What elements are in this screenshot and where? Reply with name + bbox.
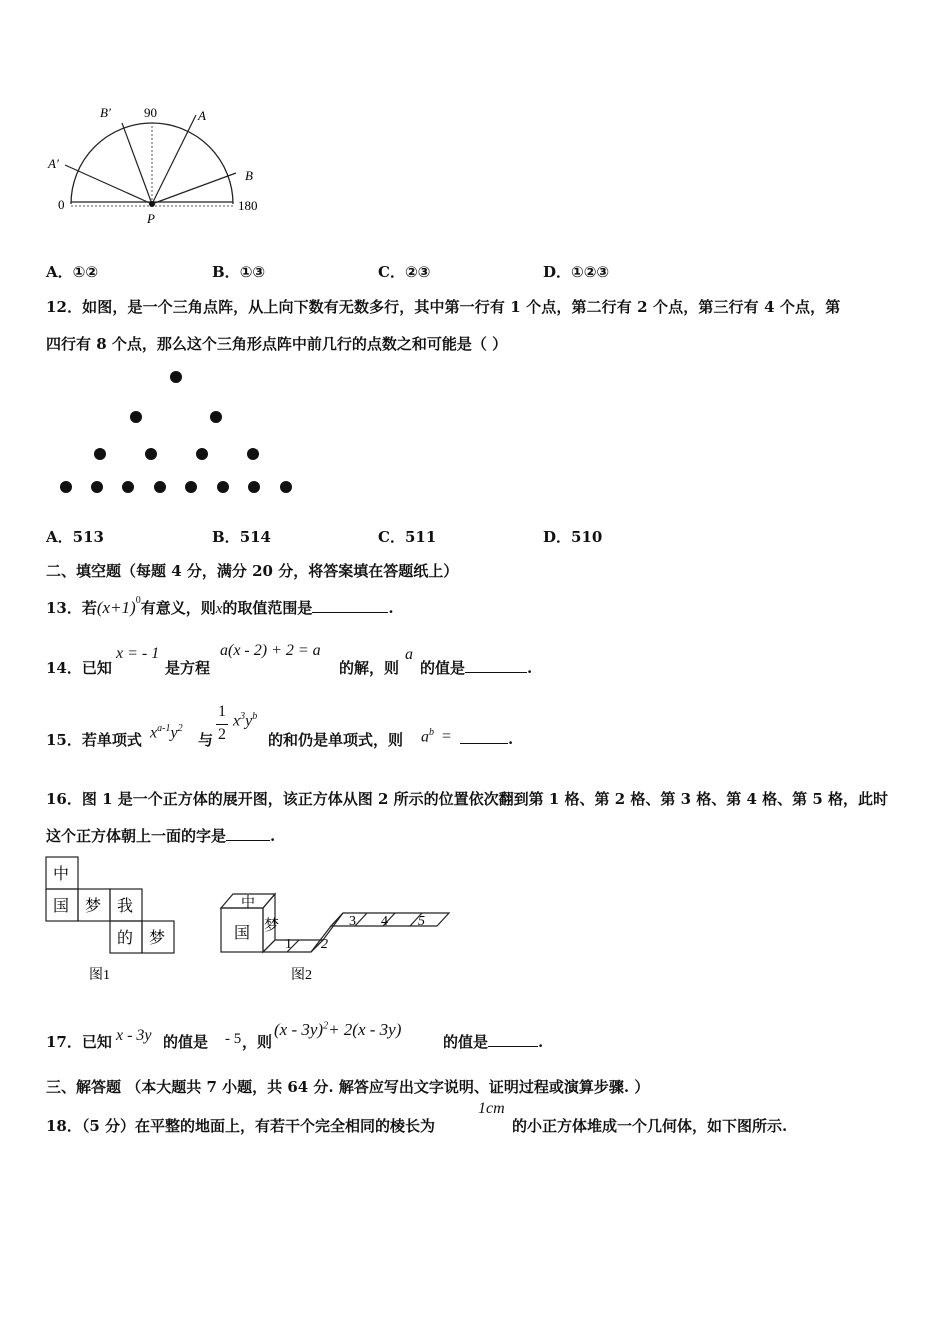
q17-expr-1: x - 3y xyxy=(116,1027,152,1044)
q11-option-c: C．②③ xyxy=(378,263,431,281)
q15-power: $a^b$ xyxy=(421,727,434,746)
answer-blank[interactable] xyxy=(488,1032,538,1047)
net-cell-wo: 我 xyxy=(117,898,134,915)
answer-blank[interactable] xyxy=(460,729,508,744)
q15-tail: . xyxy=(460,729,513,748)
dot xyxy=(145,448,157,460)
net-cell-zhong: 中 xyxy=(53,866,70,883)
q11-option-d: D．①②③ xyxy=(543,263,610,281)
dot xyxy=(94,448,106,460)
cube-top-zhong: 中 xyxy=(241,896,255,911)
q14-mid2: 的解，则 xyxy=(339,659,400,677)
dot xyxy=(91,481,103,493)
q12-option-b: B．514 xyxy=(212,528,271,546)
q14-tail: 的值是 . xyxy=(420,659,533,677)
q15-post: 的和仍是单项式，则 xyxy=(268,731,404,749)
cell-1: 1 xyxy=(285,937,292,952)
cell-3: 3 xyxy=(349,914,356,929)
dot xyxy=(185,481,197,493)
answer-blank[interactable] xyxy=(312,598,388,613)
dot xyxy=(130,411,142,423)
q15-eq: = xyxy=(442,728,452,745)
q14-label: 14．已知 xyxy=(46,659,112,677)
q12-option-c: C．511 xyxy=(378,528,437,546)
q16-text-line1: 16．图 1 是一个正方体的展开图，该正方体从图 2 所示的位置依次翻到第 1 格、第 2 格、第 3 格、第 4 格、第 5 格，此时 xyxy=(46,790,889,808)
q17-mid1: 的值是 xyxy=(163,1033,209,1051)
q15-monomial-1: $x^{a-1}y^2$ xyxy=(150,723,183,742)
label-p: P xyxy=(147,211,155,226)
q13: 13．若$(x+1)^0$有意义，则x的取值范围是 . xyxy=(46,595,394,617)
q14-expr-x: x = - 1 xyxy=(116,645,160,662)
q11-option-b: B．①③ xyxy=(212,263,266,281)
label-0: 0 xyxy=(58,197,65,212)
section3-heading: 三、解答题 （本大题共 7 小题，共 64 分. 解答应写出文字说明、证明过程或演算步骤. ） xyxy=(46,1078,650,1096)
dot xyxy=(154,481,166,493)
fig1-caption: 图1 xyxy=(89,968,110,983)
triangle-dot-array xyxy=(50,365,310,505)
ray-a-prime xyxy=(65,165,152,204)
q11-option-a: A．①② xyxy=(46,263,99,281)
dot xyxy=(170,371,182,383)
dot xyxy=(210,411,222,423)
q12-text-line2: 四行有 8 个点，那么这个三角形点阵中前几行的点数之和可能是（ ） xyxy=(46,335,508,353)
answer-blank[interactable] xyxy=(226,826,270,841)
q17-mid2: ，则 xyxy=(242,1033,273,1051)
label-180: 180 xyxy=(238,198,258,213)
q15-fraction-bar xyxy=(216,724,228,725)
q15-fraction-num: 1 xyxy=(218,703,226,720)
q14-mid1: 是方程 xyxy=(165,659,211,677)
label-a: A xyxy=(198,108,206,123)
dot xyxy=(196,448,208,460)
q17-expr-2: (x - 3y)$^2$+ 2(x - 3y) xyxy=(274,1020,402,1039)
net-cell-guo: 国 xyxy=(53,898,70,915)
fig2-caption: 图2 xyxy=(291,968,312,983)
q15-monomial-2: $x^3y^b$ xyxy=(233,711,258,730)
q15-fraction-den: 2 xyxy=(218,726,226,743)
q12-option-a: A．513 xyxy=(46,528,104,546)
net-cell-de: 的 xyxy=(117,930,134,947)
dot xyxy=(248,481,260,493)
label-b-prime: B′ xyxy=(100,105,111,120)
q17-value: - 5 xyxy=(225,1031,242,1047)
q17-tail: 的值是 . xyxy=(443,1033,544,1051)
q12-text-line1: 12．如图，是一个三角点阵，从上向下数有无数多行，其中第一行有 1 个点，第二行有 2 个点，第三行有 4 个点，第 xyxy=(46,298,841,316)
q18-unit: 1cm xyxy=(478,1100,505,1117)
label-b: B xyxy=(245,168,253,183)
section2-heading: 二、填空题（每题 4 分，满分 20 分，将答案填在答题纸上） xyxy=(46,562,459,580)
cell-5: 5 xyxy=(418,914,425,929)
net-cell-meng: 梦 xyxy=(85,898,102,915)
cube-roll-figure xyxy=(215,882,460,987)
q18-post: 的小正方体堆成一个几何体，如下图所示. xyxy=(512,1117,788,1135)
q14-var-a: a xyxy=(405,646,413,663)
cell-4: 4 xyxy=(381,914,388,929)
net-cell-meng2: 梦 xyxy=(149,930,166,947)
q15-label: 15．若单项式 xyxy=(46,731,142,749)
q15-mid: 与 xyxy=(198,731,214,749)
dot xyxy=(217,481,229,493)
q18-text: 18．（5 分）在平整的地面上，有若干个完全相同的棱长为 xyxy=(46,1117,436,1135)
cube-side-meng: 梦 xyxy=(264,918,280,934)
protractor-figure xyxy=(40,95,280,235)
dot xyxy=(280,481,292,493)
point-p xyxy=(149,201,155,207)
dot xyxy=(122,481,134,493)
cube-front-guo: 国 xyxy=(234,925,251,942)
cube-net-figure xyxy=(44,855,184,985)
dot xyxy=(247,448,259,460)
cell-2: 2 xyxy=(321,937,328,952)
label-a-prime: A′ xyxy=(48,156,59,171)
q17-label: 17．已知 xyxy=(46,1033,112,1051)
q16-text-line2: 这个正方体朝上一面的字是 . xyxy=(46,827,276,845)
q14-equation: a(x - 2) + 2 = a xyxy=(220,642,321,659)
dot xyxy=(60,481,72,493)
answer-blank[interactable] xyxy=(465,658,527,673)
q12-option-d: D．510 xyxy=(543,528,603,546)
label-90: 90 xyxy=(144,105,157,120)
ray-b-prime xyxy=(122,123,152,204)
